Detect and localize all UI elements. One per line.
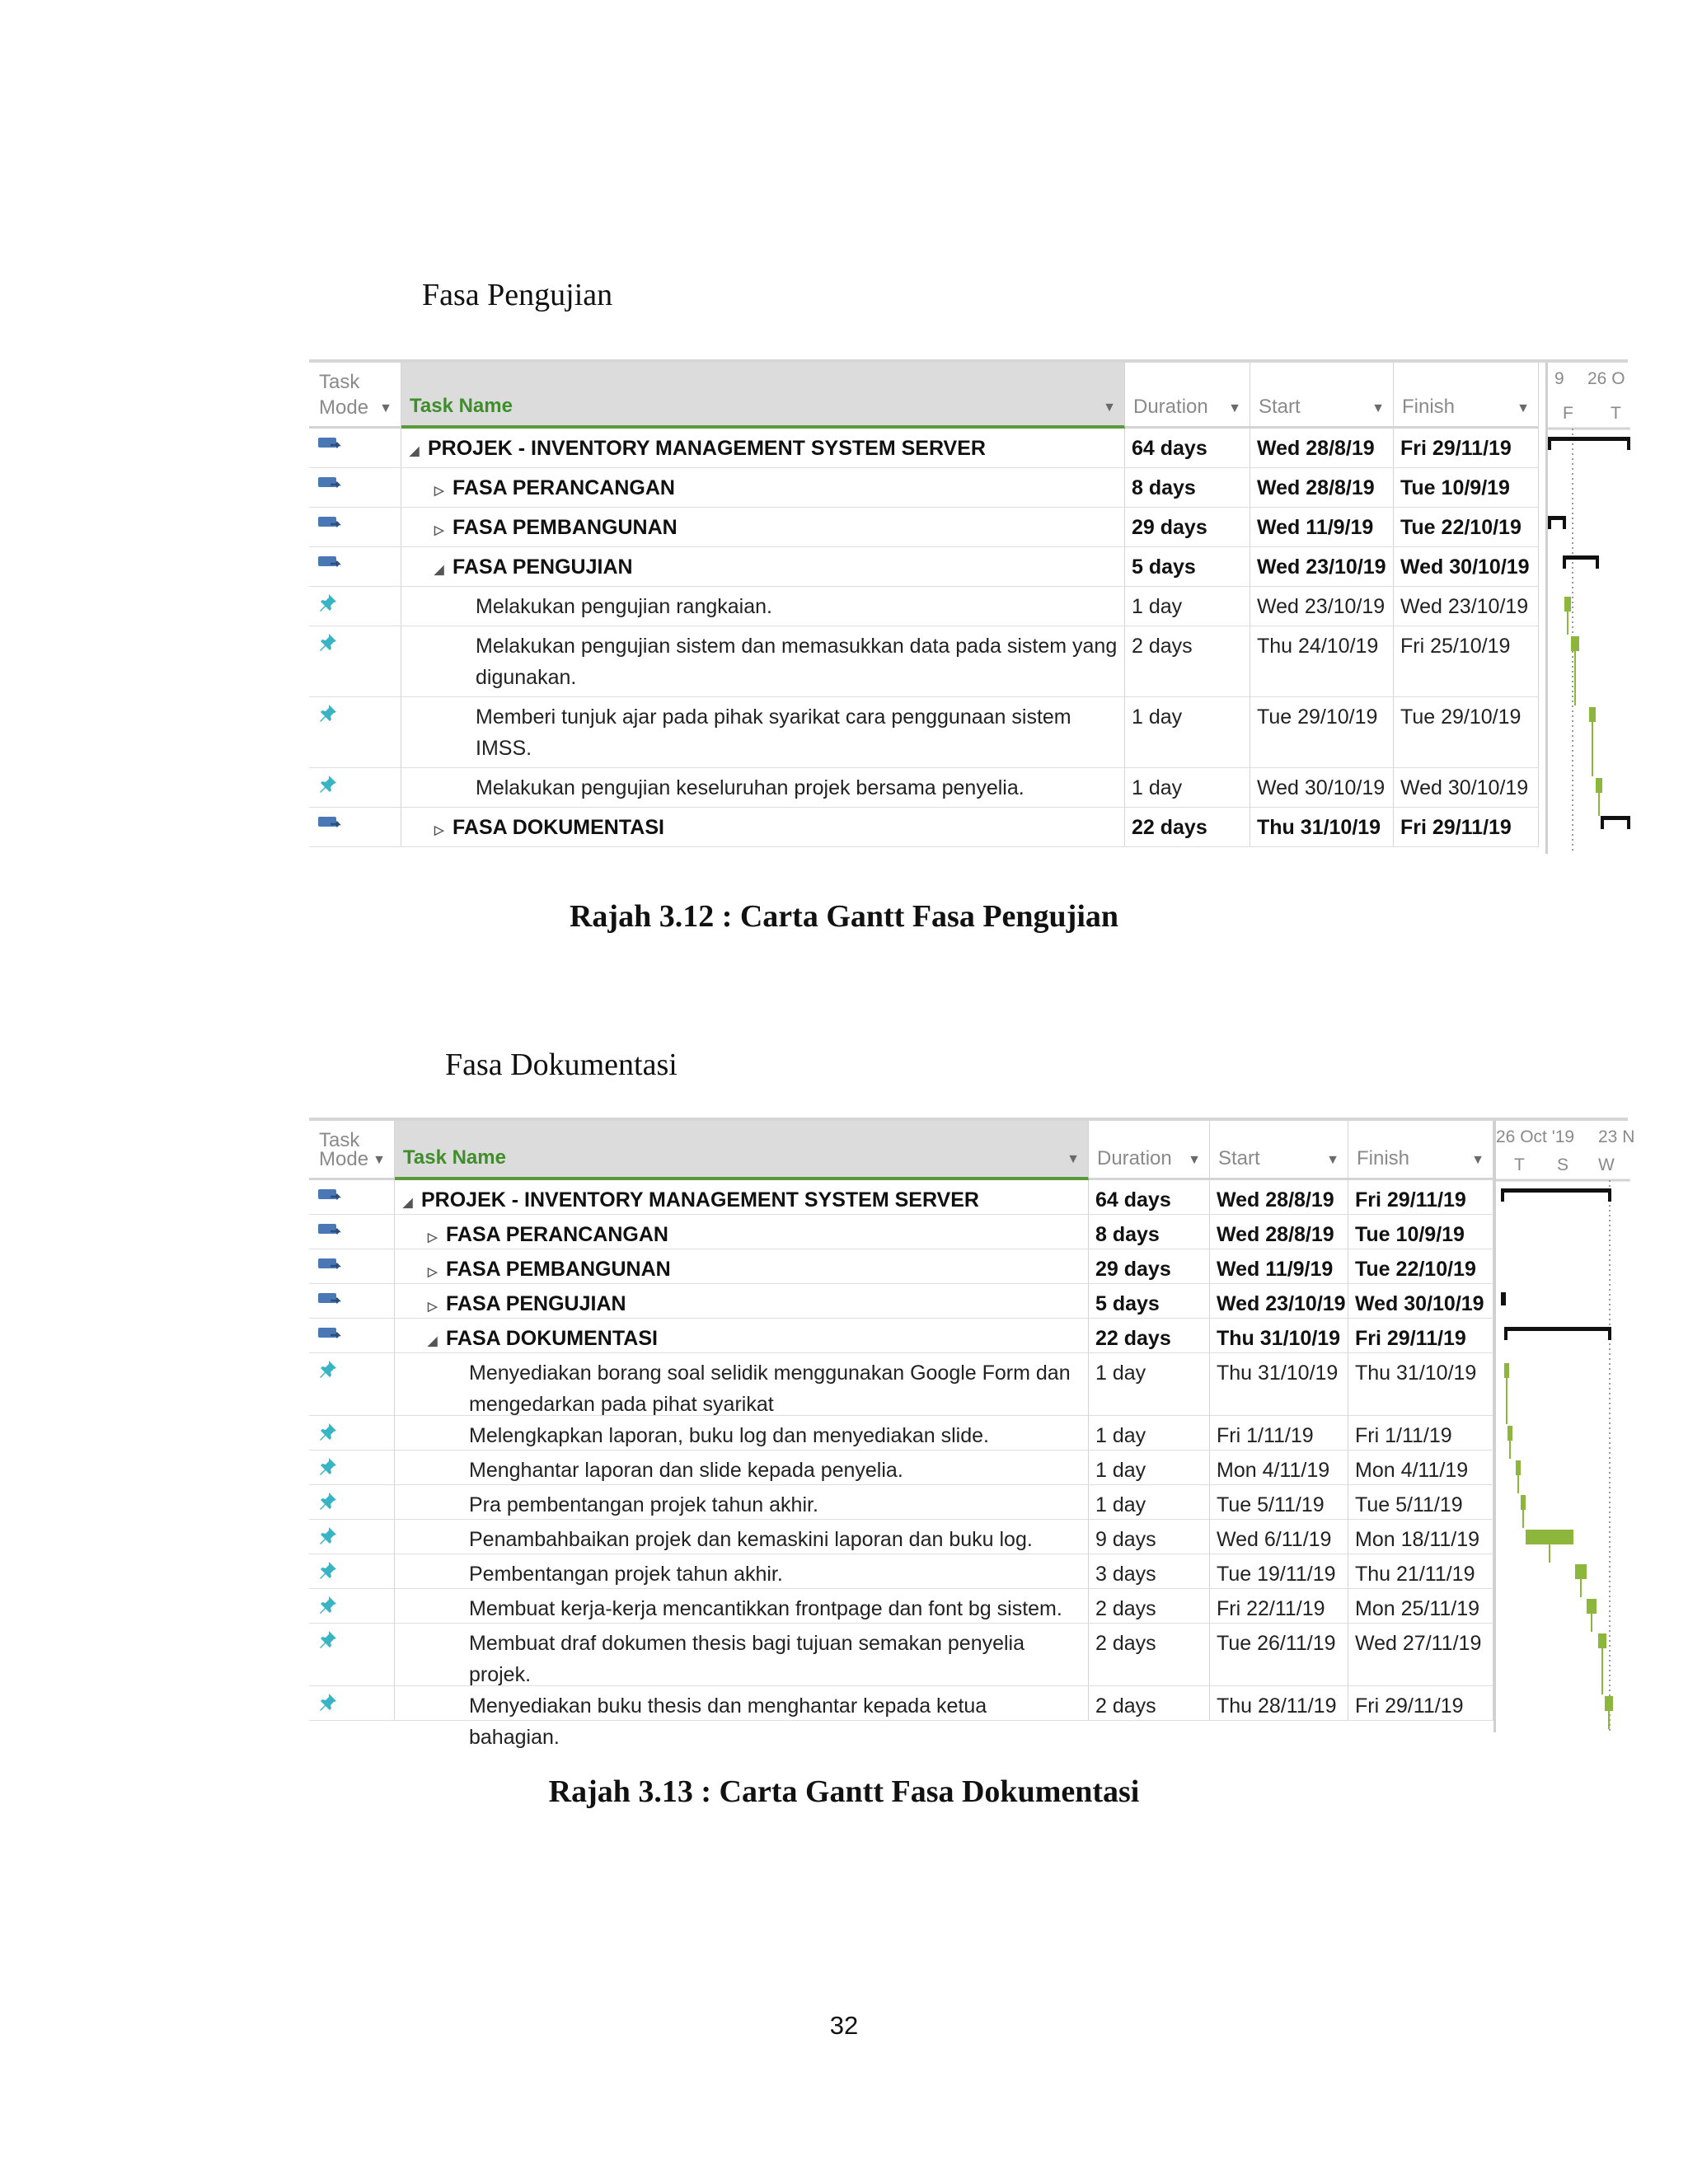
finish-cell[interactable]: Mon 4/11/19 [1348,1451,1493,1485]
task-mode-cell[interactable] [309,1284,395,1319]
task-name[interactable] [401,697,1125,768]
summary-bar-start-tick [1563,555,1566,569]
timescale-bottom-label: T [1514,1155,1525,1174]
gantt-chart-svg [1496,1121,1635,1732]
dropdown-arrow-icon[interactable]: ▼ [1517,401,1530,415]
task-mode-cell[interactable] [309,1554,395,1589]
dropdown-arrow-icon[interactable]: ▼ [1188,1153,1201,1167]
duration-cell[interactable]: 2 days [1089,1686,1210,1721]
task-name-text: PROJEK - INVENTORY MANAGEMENT SYSTEM SERVER [421,1188,979,1212]
task-name-text: Menyediakan borang soal selidik menggunakan Google Form dan mengedarkan pada pihat syarikat [469,1361,1071,1416]
duration-cell[interactable]: 5 days [1089,1284,1210,1319]
page-number: 32 [829,2011,859,2040]
finish-cell[interactable]: Mon 18/11/19 [1348,1520,1493,1554]
expand-triangle-icon[interactable]: ▷ [428,1300,438,1314]
manual-pin-icon [317,1358,340,1381]
section-heading-dokumentasi: Fasa Dokumentasi [445,1047,678,1082]
timescale-bottom-label: F [1563,404,1573,423]
auto-scheduled-icon [317,1325,344,1345]
timescale-bottom-label: S [1557,1155,1569,1174]
dropdown-arrow-icon[interactable]: ▼ [1326,1153,1339,1167]
task-mode-cell[interactable] [309,1319,395,1353]
timescale-top-label: 23 N [1598,1127,1635,1146]
task-mode-cell[interactable] [309,1686,395,1721]
manual-pin-icon [317,631,340,654]
manual-pin-icon [317,1629,340,1652]
manual-pin-icon [317,1525,340,1548]
gantt-table-dokumentasi [309,1118,1635,1749]
task-name-text: FASA PERANCANGAN [452,476,675,499]
expand-triangle-icon[interactable]: ▷ [434,523,444,537]
column-header-start-label: Start [1259,396,1301,418]
task-mode-cell[interactable] [309,468,401,508]
collapse-triangle-icon[interactable]: ◢ [403,1196,413,1210]
start-cell[interactable]: Wed 28/8/19 [1250,468,1394,508]
start-cell[interactable]: Fri 1/11/19 [1210,1416,1348,1451]
finish-cell[interactable]: Wed 30/10/19 [1348,1284,1493,1319]
task-name-text: FASA PERANCANGAN [446,1223,668,1246]
summary-bar-end-tick [1608,1327,1611,1340]
duration-cell[interactable]: 1 day [1125,697,1250,768]
column-header-finish[interactable] [1394,363,1539,429]
gantt-table-pengujian [309,359,1628,854]
finish-cell[interactable]: Wed 30/10/19 [1394,547,1539,587]
finish-cell[interactable]: Wed 30/10/19 [1394,768,1539,808]
summary-task-name[interactable] [401,429,1125,468]
start-cell[interactable]: Thu 31/10/19 [1210,1353,1348,1416]
duration-cell[interactable]: 64 days [1125,429,1250,468]
summary-bar [1548,437,1630,441]
section-heading-pengujian: Fasa Pengujian [422,278,613,312]
duration-cell[interactable]: 1 day [1089,1451,1210,1485]
duration-cell[interactable]: 8 days [1125,468,1250,508]
summary-task-name[interactable] [395,1284,1089,1319]
finish-cell[interactable]: Tue 22/10/19 [1348,1249,1493,1284]
expand-triangle-icon[interactable]: ▷ [434,823,444,837]
column-header-start-label: Start [1218,1147,1260,1169]
start-cell[interactable]: Wed 30/10/19 [1250,768,1394,808]
start-cell[interactable]: Wed 28/8/19 [1210,1180,1348,1215]
manual-pin-icon [317,773,340,796]
task-mode-cell[interactable] [309,808,401,847]
duration-cell[interactable]: 2 days [1089,1589,1210,1624]
column-header-duration-label: Duration [1133,396,1208,418]
summary-task-name[interactable] [395,1180,1089,1215]
start-cell[interactable]: Thu 28/11/19 [1210,1686,1348,1721]
start-cell[interactable]: Tue 19/11/19 [1210,1554,1348,1589]
column-header-start[interactable] [1250,363,1394,429]
manual-pin-icon [317,1691,340,1714]
task-name-text: Melakukan pengujian keseluruhan projek bersama penyelia. [476,776,1025,799]
task-name-text: Penambahbaikan projek dan kemaskini laporan dan buku log. [469,1528,1033,1551]
task-mode-cell[interactable] [309,1485,395,1520]
task-bar [1587,1599,1597,1614]
timescale-top-label: 9 [1554,369,1564,388]
task-name-text: Membuat draf dokumen thesis bagi tujuan semakan penyelia projek. [469,1632,1025,1686]
start-cell[interactable]: Thu 31/10/19 [1250,808,1394,847]
task-name-text: Melakukan pengujian sistem dan memasukkan data pada sistem yang digunakan. [476,635,1118,689]
task-name[interactable] [395,1520,1089,1554]
auto-scheduled-icon [317,554,344,574]
duration-cell[interactable]: 9 days [1089,1520,1210,1554]
duration-cell[interactable]: 29 days [1125,508,1250,547]
task-name[interactable] [395,1686,1089,1749]
collapse-triangle-icon[interactable]: ◢ [434,563,444,577]
column-header-duration[interactable] [1125,363,1250,429]
start-cell[interactable]: Wed 23/10/19 [1250,547,1394,587]
column-header-start[interactable] [1210,1121,1348,1180]
duration-cell[interactable]: 22 days [1089,1319,1210,1353]
expand-triangle-icon[interactable]: ▷ [428,1230,438,1244]
finish-cell[interactable]: Fri 29/11/19 [1394,808,1539,847]
summary-bar-start-tick [1548,516,1551,529]
start-cell[interactable]: Thu 24/10/19 [1250,626,1394,697]
dropdown-arrow-icon[interactable]: ▼ [379,401,392,415]
start-cell[interactable]: Tue 29/10/19 [1250,697,1394,768]
column-header-task-name-label: Task Name [403,1146,506,1169]
column-header-task-mode[interactable] [309,363,401,429]
auto-scheduled-icon [317,1187,344,1207]
duration-cell[interactable]: 2 days [1089,1624,1210,1686]
finish-cell[interactable]: Thu 21/11/19 [1348,1554,1493,1589]
task-mode-cell[interactable] [309,1451,395,1485]
column-header-task-name[interactable] [401,363,1125,429]
summary-bar-end-tick [1503,1292,1506,1305]
duration-cell[interactable]: 8 days [1089,1215,1210,1249]
finish-cell[interactable]: Wed 27/11/19 [1348,1624,1493,1686]
auto-scheduled-icon [317,1221,344,1241]
gantt-chart-pane [1545,363,1630,854]
task-name-text: Menyediakan buku thesis dan menghantar kepada ketua bahagian. [469,1694,987,1749]
task-name-text: FASA PENGUJIAN [452,555,633,579]
start-cell[interactable]: Mon 4/11/19 [1210,1451,1348,1485]
dropdown-arrow-icon[interactable]: ▼ [373,1153,386,1167]
task-mode-cell[interactable] [309,1589,395,1624]
column-header-finish-label: Finish [1357,1147,1410,1169]
expand-triangle-icon[interactable]: ▷ [434,484,444,498]
manual-pin-icon [317,1490,340,1513]
gantt-chart-svg [1548,363,1630,854]
start-cell[interactable]: Wed 28/8/19 [1250,429,1394,468]
task-bar [1564,597,1571,612]
task-name-text: Melengkapkan laporan, buku log dan menyediakan slide. [469,1424,989,1447]
auto-scheduled-icon [317,1256,344,1276]
start-cell[interactable]: Wed 23/10/19 [1210,1284,1348,1319]
task-name[interactable] [395,1485,1089,1520]
finish-cell[interactable]: Thu 31/10/19 [1348,1353,1493,1416]
finish-cell[interactable]: Fri 1/11/19 [1348,1416,1493,1451]
column-header-task-name-label: Task Name [410,395,513,417]
manual-pin-icon [317,1455,340,1479]
task-name-text: FASA PEMBANGUNAN [446,1258,671,1281]
task-mode-cell[interactable] [309,626,401,697]
task-name[interactable] [395,1353,1089,1416]
task-name-text: FASA PENGUJIAN [446,1292,626,1315]
task-mode-cell[interactable] [309,768,401,808]
task-name-text: Membuat kerja-kerja mencantikkan frontpage dan font bg sistem. [469,1597,1062,1620]
finish-cell[interactable]: Tue 29/10/19 [1394,697,1539,768]
task-mode-cell[interactable] [309,1180,395,1215]
task-name-text: FASA DOKUMENTASI [452,816,664,839]
start-cell[interactable]: Thu 31/10/19 [1210,1319,1348,1353]
timescale-top-label: 26 O [1587,369,1625,388]
duration-cell[interactable]: 1 day [1125,587,1250,626]
duration-cell[interactable]: 1 day [1089,1485,1210,1520]
summary-bar [1601,816,1630,820]
summary-bar-end-tick [1608,1188,1611,1202]
summary-bar [1563,555,1599,560]
finish-cell[interactable]: Wed 23/10/19 [1394,587,1539,626]
manual-pin-icon [317,702,340,725]
task-bar [1596,778,1602,793]
collapse-triangle-icon[interactable]: ◢ [410,444,420,458]
finish-cell[interactable]: Tue 22/10/19 [1394,508,1539,547]
column-header-task-mode[interactable] [309,1121,395,1180]
task-name-text: FASA PEMBANGUNAN [452,516,678,539]
task-name[interactable] [395,1624,1089,1686]
task-name-text: Melakukan pengujian rangkaian. [476,595,772,618]
start-cell[interactable]: Wed 11/9/19 [1250,508,1394,547]
task-mode-header-line1: Task [319,1129,360,1151]
summary-task-name[interactable] [395,1249,1089,1284]
task-bar [1507,1426,1512,1441]
task-mode-cell[interactable] [309,1353,395,1416]
task-name-text: FASA DOKUMENTASI [446,1327,658,1350]
dropdown-arrow-icon[interactable]: ▼ [1067,1152,1080,1166]
duration-cell[interactable]: 1 day [1089,1353,1210,1416]
summary-bar-end-tick [1596,555,1599,569]
finish-cell[interactable]: Tue 10/9/19 [1348,1215,1493,1249]
task-mode-cell[interactable] [309,1249,395,1284]
duration-cell[interactable]: 29 days [1089,1249,1210,1284]
column-header-finish-label: Finish [1402,396,1456,418]
start-cell[interactable]: Wed 23/10/19 [1250,587,1394,626]
task-name-text: Pembentangan projek tahun akhir. [469,1563,783,1586]
task-mode-cell[interactable] [309,429,401,468]
duration-cell[interactable]: 22 days [1125,808,1250,847]
task-name[interactable] [395,1589,1089,1624]
finish-cell[interactable]: Tue 5/11/19 [1348,1485,1493,1520]
finish-cell[interactable]: Mon 25/11/19 [1348,1589,1493,1624]
duration-cell[interactable]: 64 days [1089,1180,1210,1215]
task-mode-cell[interactable] [309,1520,395,1554]
task-bar [1605,1696,1613,1711]
task-name-text: Menghantar laporan dan slide kepada penyelia. [469,1459,903,1482]
finish-cell[interactable]: Tue 10/9/19 [1394,468,1539,508]
task-mode-header-line2: Mode [319,396,369,419]
task-bar [1521,1495,1526,1510]
task-mode-cell[interactable] [309,587,401,626]
duration-cell[interactable]: 5 days [1125,547,1250,587]
summary-bar-start-tick [1504,1327,1507,1340]
task-mode-cell[interactable] [309,1416,395,1451]
column-header-duration-label: Duration [1097,1147,1172,1169]
task-name[interactable] [395,1451,1089,1485]
dropdown-arrow-icon[interactable]: ▼ [1103,401,1116,415]
finish-cell[interactable]: Fri 29/11/19 [1348,1686,1493,1721]
summary-task-name[interactable] [395,1215,1089,1249]
task-mode-header-line2: Mode [319,1148,369,1170]
finish-cell[interactable]: Fri 29/11/19 [1348,1319,1493,1353]
task-mode-cell[interactable] [309,1624,395,1686]
dropdown-arrow-icon[interactable]: ▼ [1228,401,1241,415]
summary-task-name[interactable] [401,508,1125,547]
column-header-duration[interactable] [1089,1121,1210,1180]
summary-bar [1501,1188,1611,1193]
auto-scheduled-icon [317,814,344,834]
task-name[interactable] [401,587,1125,626]
task-bar [1598,1633,1606,1648]
task-mode-cell[interactable] [309,1215,395,1249]
summary-bar-end-tick [1627,437,1630,450]
task-bar [1589,707,1596,722]
summary-task-name[interactable] [395,1319,1089,1353]
task-name[interactable] [401,768,1125,808]
task-bar [1504,1363,1509,1378]
duration-cell[interactable]: 2 days [1125,626,1250,697]
task-name[interactable] [401,626,1125,697]
task-bar [1571,636,1579,651]
summary-bar-start-tick [1501,1188,1504,1202]
manual-pin-icon [317,1594,340,1617]
duration-cell[interactable]: 1 day [1125,768,1250,808]
manual-pin-icon [317,1559,340,1582]
manual-pin-icon [317,592,340,615]
start-cell[interactable]: Tue 26/11/19 [1210,1624,1348,1686]
summary-task-name[interactable] [401,547,1125,587]
auto-scheduled-icon [317,1291,344,1310]
auto-scheduled-icon [317,514,344,534]
column-header-task-name[interactable] [395,1121,1089,1180]
summary-bar-start-tick [1601,816,1604,829]
manual-pin-icon [317,1421,340,1444]
start-cell[interactable]: Wed 11/9/19 [1210,1249,1348,1284]
gantt-grid [309,1121,1493,1749]
timescale-bottom-label: T [1611,404,1621,423]
task-mode-cell[interactable] [309,697,401,768]
duration-cell[interactable]: 1 day [1089,1416,1210,1451]
task-bar [1526,1530,1573,1544]
expand-triangle-icon[interactable]: ▷ [428,1265,438,1279]
finish-cell[interactable]: Fri 29/11/19 [1348,1180,1493,1215]
column-header-finish[interactable] [1348,1121,1493,1180]
dropdown-arrow-icon[interactable]: ▼ [1372,401,1385,415]
summary-bar-end-tick [1627,816,1630,829]
timescale-bottom-label: W [1598,1155,1615,1174]
duration-cell[interactable]: 3 days [1089,1554,1210,1589]
summary-bar-end-tick [1563,516,1566,529]
summary-task-name[interactable] [401,808,1125,847]
figure-caption-3-12: Rajah 3.12 : Carta Gantt Fasa Pengujian [569,899,1119,934]
task-bar [1516,1460,1521,1475]
dropdown-arrow-icon[interactable]: ▼ [1471,1153,1484,1167]
task-mode-header-line1: Task [319,371,360,393]
auto-scheduled-icon [317,475,344,494]
task-mode-cell[interactable] [309,508,401,547]
gantt-grid [309,363,1539,847]
start-cell[interactable]: Fri 22/11/19 [1210,1589,1348,1624]
timescale-top-label: 26 Oct '19 [1496,1127,1575,1146]
task-name-text: Memberi tunjuk ajar pada pihak syarikat cara penggunaan sistem IMSS. [476,705,1071,760]
start-cell[interactable]: Wed 28/8/19 [1210,1215,1348,1249]
start-cell[interactable]: Tue 5/11/19 [1210,1485,1348,1520]
collapse-triangle-icon[interactable]: ◢ [428,1334,438,1348]
finish-cell[interactable]: Fri 29/11/19 [1394,429,1539,468]
summary-bar [1504,1327,1611,1331]
gantt-chart-pane [1493,1121,1635,1732]
figure-caption-3-13: Rajah 3.13 : Carta Gantt Fasa Dokumentasi [548,1774,1140,1809]
task-name-text: Pra pembentangan projek tahun akhir. [469,1493,818,1516]
task-name[interactable] [395,1554,1089,1589]
task-mode-cell[interactable] [309,547,401,587]
task-name[interactable] [395,1416,1089,1451]
summary-bar-start-tick [1548,437,1551,450]
summary-task-name[interactable] [401,468,1125,508]
auto-scheduled-icon [317,435,344,455]
task-bar [1575,1564,1587,1579]
start-cell[interactable]: Wed 6/11/19 [1210,1520,1348,1554]
finish-cell[interactable]: Fri 25/10/19 [1394,626,1539,697]
task-name-text: PROJEK - INVENTORY MANAGEMENT SYSTEM SERVER [428,437,986,460]
